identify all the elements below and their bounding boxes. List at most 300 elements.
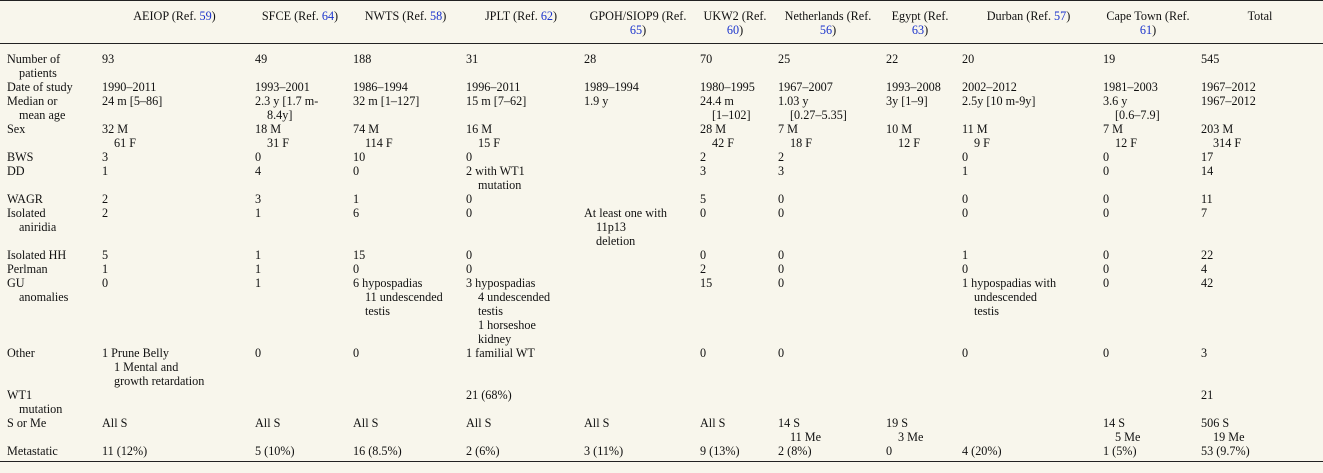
cell-line: 10 bbox=[353, 150, 366, 164]
table-cell bbox=[696, 262, 774, 276]
table-cell bbox=[580, 122, 696, 150]
cell-line: 2 bbox=[700, 262, 707, 276]
table-cell bbox=[696, 80, 774, 94]
cell-line: 11 undescended bbox=[365, 290, 443, 304]
cell-line: 18 M bbox=[255, 122, 282, 136]
cell-line: 506 S bbox=[1201, 416, 1230, 430]
column-header-label: SFCE (Ref. bbox=[261, 9, 322, 23]
table-row bbox=[0, 150, 1323, 164]
header-cell-empty bbox=[0, 1, 98, 44]
cell-line: 32 m [1–127] bbox=[353, 94, 420, 108]
cell-line: 70 bbox=[700, 52, 713, 66]
cell-line: 1 Mental and bbox=[114, 360, 179, 374]
column-header bbox=[1197, 1, 1323, 44]
column-header-suffix: ) bbox=[442, 9, 447, 23]
cell-line: 20 bbox=[962, 52, 975, 66]
cell-line: 1 bbox=[255, 206, 262, 220]
table-cell bbox=[349, 164, 462, 192]
cell-line: All S bbox=[700, 416, 726, 430]
cell-line: 0 bbox=[1103, 192, 1110, 206]
cell-line: 93 bbox=[102, 52, 115, 66]
column-header-suffix: ) bbox=[211, 9, 216, 23]
table-cell bbox=[251, 248, 349, 262]
cell-line: All S bbox=[255, 416, 281, 430]
table-cell bbox=[580, 248, 696, 262]
reference-link[interactable]: 63 bbox=[911, 23, 925, 37]
cell-line: 6 bbox=[353, 206, 360, 220]
row-header-line: BWS bbox=[7, 150, 34, 164]
cell-line: 0 bbox=[353, 346, 360, 360]
cell-line: 4 bbox=[255, 164, 262, 178]
row-header bbox=[0, 164, 98, 192]
row-header bbox=[0, 150, 98, 164]
table-cell bbox=[1099, 44, 1197, 81]
cell-line: 0 bbox=[700, 346, 707, 360]
reference-link[interactable]: 64 bbox=[321, 9, 335, 23]
table-cell bbox=[696, 94, 774, 122]
cell-line: 28 bbox=[584, 52, 597, 66]
cell-line: 14 bbox=[1201, 164, 1214, 178]
table-cell bbox=[462, 276, 580, 346]
cell-line: 0 bbox=[1103, 276, 1110, 290]
cell-line: 7 M bbox=[778, 122, 798, 136]
table-cell bbox=[251, 276, 349, 346]
cell-line: All S bbox=[102, 416, 128, 430]
column-header-label: NWTS (Ref. bbox=[364, 9, 431, 23]
cell-line: 42 bbox=[1201, 276, 1214, 290]
cell-line: 1 bbox=[962, 248, 969, 262]
table-cell bbox=[98, 388, 251, 416]
row-header-line: DD bbox=[7, 164, 25, 178]
table-cell bbox=[696, 276, 774, 346]
cell-line: growth retardation bbox=[114, 374, 205, 388]
table-cell bbox=[1197, 80, 1323, 94]
table-cell bbox=[462, 94, 580, 122]
table-cell bbox=[1197, 122, 1323, 150]
table-cell bbox=[462, 44, 580, 81]
table-cell bbox=[580, 80, 696, 94]
cell-line: 2 bbox=[102, 192, 109, 206]
cell-line: 1 familial WT bbox=[466, 346, 535, 360]
table-cell bbox=[349, 416, 462, 444]
column-header-label: Total bbox=[1247, 9, 1273, 23]
table-cell bbox=[251, 262, 349, 276]
table-cell bbox=[882, 94, 958, 122]
table-cell bbox=[1099, 248, 1197, 262]
row-header bbox=[0, 44, 98, 81]
cell-line: 18 F bbox=[790, 136, 813, 150]
table-cell bbox=[349, 150, 462, 164]
cell-line: testis bbox=[974, 304, 1000, 318]
table-cell bbox=[958, 262, 1099, 276]
table-cell bbox=[349, 122, 462, 150]
cell-line: 22 bbox=[886, 52, 899, 66]
cell-line: 0 bbox=[962, 346, 969, 360]
table-cell bbox=[1099, 122, 1197, 150]
table-cell bbox=[251, 164, 349, 192]
table-cell bbox=[696, 164, 774, 192]
cell-line: 49 bbox=[255, 52, 268, 66]
row-header-line: mean age bbox=[19, 108, 66, 122]
table-cell bbox=[98, 122, 251, 150]
cell-line: 0 bbox=[778, 262, 785, 276]
table-cell bbox=[349, 80, 462, 94]
cell-line: 1990–2011 bbox=[102, 80, 157, 94]
cell-line: 2.3 y [1.7 m- bbox=[255, 94, 319, 108]
table-row bbox=[0, 248, 1323, 262]
column-header-suffix: ) bbox=[642, 23, 647, 37]
cell-line: 1 Prune Belly bbox=[102, 346, 170, 360]
cell-line: 1967–2012 bbox=[1201, 80, 1256, 94]
cell-line: 203 M bbox=[1201, 122, 1234, 136]
table-cell bbox=[958, 150, 1099, 164]
table-cell bbox=[696, 206, 774, 248]
cell-line: 0 bbox=[466, 248, 473, 262]
cell-line: 2 with WT1 bbox=[466, 164, 525, 178]
table-row bbox=[0, 192, 1323, 206]
cell-line: 3 Me bbox=[898, 430, 924, 444]
cell-line: 25 bbox=[778, 52, 791, 66]
cell-line: 2 bbox=[700, 150, 707, 164]
cell-line: 1 (5%) bbox=[1103, 444, 1137, 458]
table-row bbox=[0, 346, 1323, 388]
table-cell bbox=[882, 388, 958, 416]
cell-line: 24 m [5–86] bbox=[102, 94, 163, 108]
cell-line: 11 bbox=[1201, 192, 1213, 206]
table-row bbox=[0, 94, 1323, 122]
table-cell bbox=[1197, 444, 1323, 462]
cell-line: 0 bbox=[962, 262, 969, 276]
reference-link[interactable]: 56 bbox=[819, 23, 833, 37]
column-header bbox=[251, 1, 349, 44]
cell-line: 1989–1994 bbox=[584, 80, 639, 94]
table-cell bbox=[349, 262, 462, 276]
table-cell bbox=[1197, 192, 1323, 206]
row-header bbox=[0, 192, 98, 206]
table-cell bbox=[98, 416, 251, 444]
cell-line: 12 F bbox=[1115, 136, 1138, 150]
column-header-suffix: ) bbox=[832, 23, 837, 37]
cell-line: 0 bbox=[700, 206, 707, 220]
column-header bbox=[774, 1, 882, 44]
cell-line: 42 F bbox=[712, 136, 735, 150]
cell-line: 4 bbox=[1201, 262, 1208, 276]
cell-line: All S bbox=[466, 416, 492, 430]
table-cell bbox=[349, 192, 462, 206]
table-cell bbox=[958, 94, 1099, 122]
cell-line: 7 M bbox=[1103, 122, 1123, 136]
table-cell bbox=[882, 150, 958, 164]
row-header-line: Isolated bbox=[7, 206, 46, 220]
table-cell bbox=[1197, 346, 1323, 388]
table-cell bbox=[98, 444, 251, 462]
table-cell bbox=[958, 192, 1099, 206]
cell-line: 1993–2001 bbox=[255, 80, 310, 94]
table-cell bbox=[251, 192, 349, 206]
cell-line: 14 S bbox=[778, 416, 801, 430]
table-cell bbox=[882, 262, 958, 276]
cell-line: 0 bbox=[778, 346, 785, 360]
cell-line: 1996–2011 bbox=[466, 80, 521, 94]
row-header bbox=[0, 416, 98, 444]
cell-line: mutation bbox=[478, 178, 522, 192]
column-header bbox=[958, 1, 1099, 44]
row-header-line: Sex bbox=[7, 122, 26, 136]
cell-line: 0 bbox=[700, 248, 707, 262]
cell-line: testis bbox=[365, 304, 391, 318]
reference-link[interactable]: 62 bbox=[540, 9, 553, 23]
table-cell bbox=[774, 150, 882, 164]
table-cell bbox=[696, 346, 774, 388]
cell-line: [0.27–5.35] bbox=[790, 108, 847, 122]
reference-link[interactable]: 65 bbox=[629, 23, 643, 37]
cell-line: 1 hypospadias with bbox=[962, 276, 1057, 290]
column-header-label: Netherlands (Ref. bbox=[784, 9, 872, 23]
table-row bbox=[0, 388, 1323, 416]
cell-line: 0 bbox=[778, 276, 785, 290]
cell-line: All S bbox=[353, 416, 379, 430]
table-cell bbox=[696, 388, 774, 416]
table-header bbox=[0, 1, 1323, 44]
table-cell bbox=[1099, 192, 1197, 206]
cell-line: 0 bbox=[778, 206, 785, 220]
table-cell bbox=[462, 248, 580, 262]
table-cell bbox=[580, 276, 696, 346]
table-cell bbox=[958, 206, 1099, 248]
column-header bbox=[580, 1, 696, 44]
table-cell bbox=[349, 94, 462, 122]
table-cell bbox=[251, 346, 349, 388]
table-row bbox=[0, 444, 1323, 462]
cell-line: 15 F bbox=[478, 136, 501, 150]
table-cell bbox=[1197, 262, 1323, 276]
table-cell bbox=[882, 192, 958, 206]
table-row bbox=[0, 262, 1323, 276]
cell-line: 114 F bbox=[365, 136, 393, 150]
cell-line: 2 bbox=[778, 150, 785, 164]
cell-line: 188 bbox=[353, 52, 372, 66]
row-header bbox=[0, 80, 98, 94]
table-cell bbox=[958, 80, 1099, 94]
table-cell bbox=[1197, 276, 1323, 346]
table-cell bbox=[774, 262, 882, 276]
cell-line: 5 bbox=[700, 192, 707, 206]
cell-line: [1–102] bbox=[712, 108, 751, 122]
cell-line: 0 bbox=[1103, 206, 1110, 220]
column-header-label: GPOH/SIOP9 (Ref. bbox=[589, 9, 687, 23]
row-header bbox=[0, 94, 98, 122]
cell-line: 1980–1995 bbox=[700, 80, 755, 94]
column-header-label: Durban (Ref. bbox=[986, 9, 1055, 23]
cell-line: undescended bbox=[974, 290, 1037, 304]
cell-line: 0 bbox=[778, 192, 785, 206]
table-cell bbox=[1099, 150, 1197, 164]
table-cell bbox=[696, 122, 774, 150]
cell-line: 0 bbox=[962, 150, 969, 164]
cell-line: 5 Me bbox=[1115, 430, 1141, 444]
column-header bbox=[696, 1, 774, 44]
cell-line: 3y [1–9] bbox=[886, 94, 928, 108]
table-cell bbox=[882, 276, 958, 346]
table-cell bbox=[98, 346, 251, 388]
cell-line: 12 F bbox=[898, 136, 921, 150]
table-cell bbox=[774, 346, 882, 388]
table-cell bbox=[349, 346, 462, 388]
table-cell bbox=[1099, 262, 1197, 276]
table-cell bbox=[462, 262, 580, 276]
cell-line: 545 bbox=[1201, 52, 1220, 66]
cell-line: 9 (13%) bbox=[700, 444, 740, 458]
row-header-line: Isolated HH bbox=[7, 248, 67, 262]
cell-line: 11p13 bbox=[596, 220, 627, 234]
cell-line: 16 (8.5%) bbox=[353, 444, 402, 458]
table-cell bbox=[462, 122, 580, 150]
cell-line: At least one with bbox=[584, 206, 667, 220]
column-header-suffix: ) bbox=[334, 9, 339, 23]
table-row bbox=[0, 206, 1323, 248]
cell-line: 15 bbox=[353, 248, 366, 262]
row-header-line: GU bbox=[7, 276, 25, 290]
cell-line: 0 bbox=[102, 276, 109, 290]
table-cell bbox=[882, 416, 958, 444]
table-cell bbox=[882, 206, 958, 248]
cell-line: 3 bbox=[255, 192, 262, 206]
table-cell bbox=[580, 44, 696, 81]
cell-line: 28 M bbox=[700, 122, 727, 136]
table-cell bbox=[580, 164, 696, 192]
table-cell bbox=[958, 122, 1099, 150]
cell-line: 0 bbox=[962, 206, 969, 220]
table-cell bbox=[98, 164, 251, 192]
table-cell bbox=[462, 416, 580, 444]
table-cell bbox=[580, 346, 696, 388]
header-row bbox=[0, 1, 1323, 44]
table-cell bbox=[1099, 444, 1197, 462]
column-header bbox=[349, 1, 462, 44]
cell-line: 3 bbox=[700, 164, 707, 178]
cell-line: deletion bbox=[596, 234, 636, 248]
cell-line: 3 bbox=[102, 150, 109, 164]
table-cell bbox=[98, 150, 251, 164]
cell-line: 0 bbox=[778, 248, 785, 262]
table-cell bbox=[98, 262, 251, 276]
cell-line: 0 bbox=[466, 206, 473, 220]
reference-link[interactable]: 60 bbox=[726, 23, 740, 37]
table-cell bbox=[462, 388, 580, 416]
table-cell bbox=[774, 122, 882, 150]
table-cell bbox=[1099, 416, 1197, 444]
table-cell bbox=[1197, 206, 1323, 248]
reference-link[interactable]: 59 bbox=[199, 9, 212, 23]
table-cell bbox=[1197, 44, 1323, 81]
cell-line: 2 (8%) bbox=[778, 444, 812, 458]
cell-line: 15 bbox=[700, 276, 713, 290]
table-cell bbox=[251, 206, 349, 248]
table-cell bbox=[580, 444, 696, 462]
table-cell bbox=[349, 44, 462, 81]
cell-line: 22 bbox=[1201, 248, 1214, 262]
table-cell bbox=[251, 388, 349, 416]
column-header-label: AEIOP (Ref. bbox=[133, 9, 200, 23]
cell-line: 7 bbox=[1201, 206, 1208, 220]
table-cell bbox=[98, 44, 251, 81]
table-cell bbox=[1099, 94, 1197, 122]
cell-line: kidney bbox=[478, 332, 512, 346]
table-cell bbox=[580, 416, 696, 444]
cell-line: 10 M bbox=[886, 122, 913, 136]
table-cell bbox=[251, 80, 349, 94]
cell-line: 74 M bbox=[353, 122, 380, 136]
table-cell bbox=[958, 276, 1099, 346]
table-cell bbox=[696, 416, 774, 444]
row-header-line: WT1 bbox=[7, 388, 33, 402]
cell-line: 2002–2012 bbox=[962, 80, 1017, 94]
reference-link[interactable]: 58 bbox=[430, 9, 443, 23]
cell-line: 15 m [7–62] bbox=[466, 94, 527, 108]
row-header-line: mutation bbox=[19, 402, 63, 416]
cell-line: 0 bbox=[1103, 346, 1110, 360]
column-header-label: UKW2 (Ref. bbox=[703, 9, 767, 23]
table-cell bbox=[958, 346, 1099, 388]
cell-line: 1 horseshoe bbox=[478, 318, 536, 332]
table-cell bbox=[580, 262, 696, 276]
table-cell bbox=[98, 276, 251, 346]
cell-line: 3 bbox=[778, 164, 785, 178]
column-header-label: Cape Town (Ref. bbox=[1106, 9, 1190, 23]
column-header-suffix: ) bbox=[739, 23, 744, 37]
table-cell bbox=[349, 388, 462, 416]
row-header-line: Date of study bbox=[7, 80, 73, 94]
cell-line: 1 bbox=[962, 164, 969, 178]
reference-link[interactable]: 57 bbox=[1054, 9, 1067, 23]
cell-line: 0 bbox=[353, 262, 360, 276]
cell-line: 19 bbox=[1103, 52, 1116, 66]
cell-line: 16 M bbox=[466, 122, 493, 136]
table-cell bbox=[580, 192, 696, 206]
cell-line: 21 (68%) bbox=[466, 388, 512, 402]
table-cell bbox=[1197, 164, 1323, 192]
cell-line: 1.03 y bbox=[778, 94, 809, 108]
cell-line: 1.9 y bbox=[584, 94, 609, 108]
cell-line: 32 M bbox=[102, 122, 129, 136]
reference-link[interactable]: 61 bbox=[1139, 23, 1153, 37]
table-cell bbox=[1099, 164, 1197, 192]
cell-line: 11 Me bbox=[790, 430, 822, 444]
table-cell bbox=[1197, 388, 1323, 416]
table-cell bbox=[349, 276, 462, 346]
table-cell bbox=[98, 192, 251, 206]
table-cell bbox=[882, 122, 958, 150]
table-cell bbox=[958, 416, 1099, 444]
table-cell bbox=[958, 44, 1099, 81]
cell-line: 1 bbox=[102, 262, 109, 276]
cell-line: 0 bbox=[1103, 164, 1110, 178]
cell-line: 0 bbox=[466, 262, 473, 276]
cell-line: 0 bbox=[1103, 262, 1110, 276]
column-header-suffix: ) bbox=[1066, 9, 1071, 23]
cell-line: 3.6 y bbox=[1103, 94, 1128, 108]
table-cell bbox=[580, 206, 696, 248]
row-header-line: aniridia bbox=[19, 220, 57, 234]
column-header-suffix: ) bbox=[553, 9, 558, 23]
column-header bbox=[462, 1, 580, 44]
row-header-line: Perlman bbox=[7, 262, 48, 276]
table-cell bbox=[774, 388, 882, 416]
table-cell bbox=[696, 444, 774, 462]
table-cell bbox=[98, 94, 251, 122]
cell-line: 3 hypospadias bbox=[466, 276, 536, 290]
table-cell bbox=[882, 80, 958, 94]
